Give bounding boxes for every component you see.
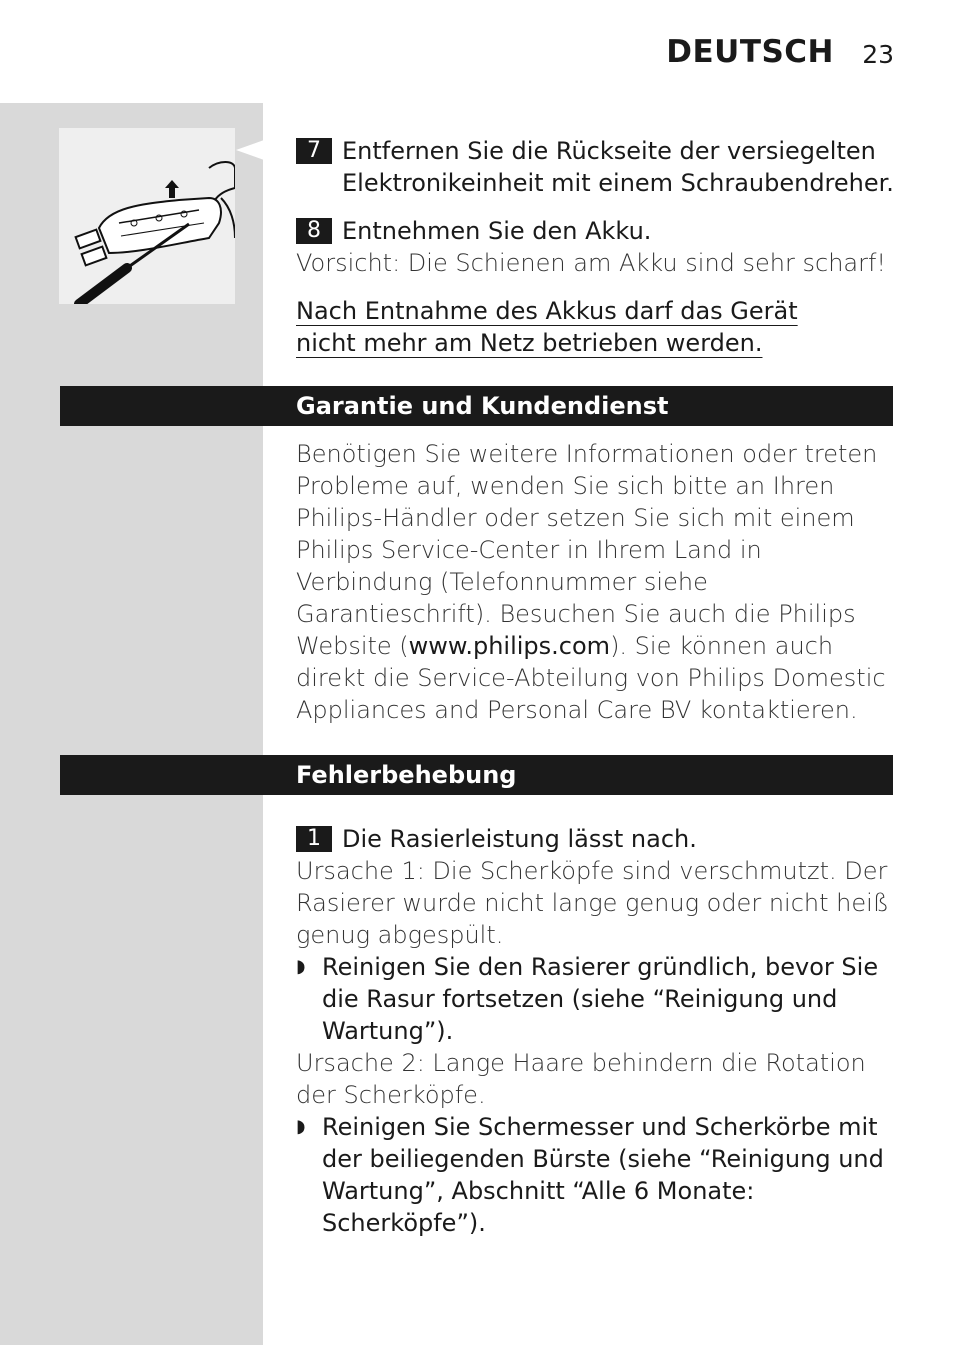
illustration-pointer	[236, 140, 264, 160]
language-heading: DEUTSCH	[666, 34, 834, 70]
step-text: Entnehmen Sie den Akku.	[342, 217, 652, 245]
section-header-troubleshooting	[60, 755, 893, 795]
warning-text	[296, 295, 856, 359]
bullet-arrow-icon: ◗	[296, 956, 306, 977]
action-1	[296, 951, 891, 1047]
problem-text: Die Rasierleistung lässt nach.	[342, 825, 697, 853]
step-8	[296, 215, 896, 279]
section-title: Fehlerbehebung	[296, 761, 517, 789]
warranty-text-end: ). Sie können auch direkt die Service-Abteilung von Philips Domestic Appliances and Personal Care BV kontaktieren.	[296, 632, 886, 724]
action-text: Reinigen Sie den Rasierer gründlich, bevor Sie die Rasur fortsetzen (siehe “Reinigung und Wartung”).	[322, 953, 879, 1045]
cause-2: Ursache 2: Lange Haare behindern die Rotation der Scherköpfe.	[296, 1049, 866, 1109]
action-2	[296, 1111, 891, 1239]
step-text: Entfernen Sie die Rückseite der versiegelten Elektronikeinheit mit einem Schraubendreher.	[342, 137, 894, 197]
caution-note: Vorsicht: Die Schienen am Akku sind sehr scharf!	[296, 249, 887, 277]
warning-sentence: Nach Entnahme des Akkus darf das Gerät nicht mehr am Netz betrieben werden.	[296, 297, 798, 357]
problem-number: 1	[296, 826, 332, 852]
shaver-disassembly-illustration	[59, 128, 235, 304]
problem-1	[296, 823, 891, 855]
step-number: 8	[296, 218, 332, 244]
section-header-warranty	[60, 386, 893, 426]
section-title: Garantie und Kundendienst	[296, 392, 669, 420]
page-number: 23	[862, 40, 894, 69]
warranty-body	[296, 438, 886, 726]
troubleshooting-body	[296, 823, 891, 1239]
website-link[interactable]: www.philips.com	[408, 632, 611, 660]
step-number: 7	[296, 138, 332, 164]
cause-1: Ursache 1: Die Scherköpfe sind verschmutzt. Der Rasierer wurde nicht lange genug oder nicht heiß genug abgespült.	[296, 857, 890, 949]
warranty-text-start: Benötigen Sie weitere Informationen oder treten Probleme auf, wenden Sie sich bitte an Ihren Philips-Händler oder setzen Sie sich mit einem Philips Service-Center in Ihrem Land in Verbindung (Telefonnummer siehe Garantieschrift). Besuchen Sie auch die Philips Website (	[296, 440, 878, 660]
action-text: Reinigen Sie Schermesser und Scherkörbe mit der beiliegenden Bürste (siehe “Reinigung und Wartung”, Abschnitt “Alle 6 Monate: Scherköpfe”).	[322, 1113, 884, 1237]
bullet-arrow-icon: ◗	[296, 1116, 306, 1137]
step-7	[296, 135, 896, 199]
